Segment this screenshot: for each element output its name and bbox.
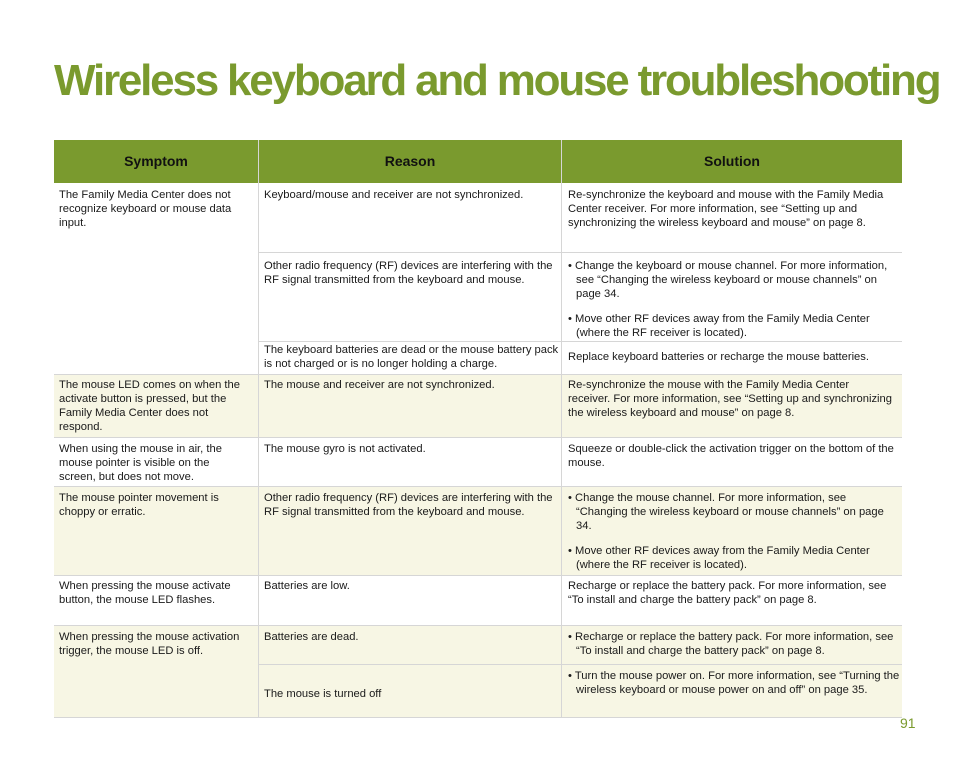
column-divider [258, 140, 259, 718]
row-divider [258, 341, 902, 342]
table-cell-reason: The mouse and receiver are not synchronized. [264, 379, 495, 391]
page-title: Wireless keyboard and mouse troubleshooting [54, 56, 940, 105]
header-symptom: Symptom [54, 140, 258, 183]
row-divider [258, 252, 902, 253]
table-cell-reason: Batteries are dead. [264, 631, 359, 643]
table-cell-solution: Squeeze or double-click the activation trigger on the bottom of the mouse. [568, 443, 894, 469]
table-cell-solution: • Change the keyboard or mouse channel. For more information, see “Changing the wireless keyboard or mouse channels” on page 34. [568, 260, 888, 300]
header-solution: Solution [562, 140, 902, 183]
table-cell-solution: • Recharge or replace the battery pack. For more information, see “To install and charge the battery pack” on page 8. [568, 631, 894, 657]
table-cell-reason: The mouse is turned off [264, 688, 382, 700]
table-cell-solution: Recharge or replace the battery pack. For more information, see “To install and charge the battery pack” on page 8. [568, 580, 887, 606]
table-cell-symptom: When pressing the mouse activate button, the mouse LED flashes. [59, 580, 231, 606]
table-cell-reason: Other radio frequency (RF) devices are interfering with the RF signal transmitted from the keyboard and mouse. [264, 260, 553, 286]
table-cell-solution: Re-synchronize the keyboard and mouse with the Family Media Center receiver. For more information, see “Setting up and synchronizing the wireless keyboard and mouse” on page 8. [568, 189, 884, 229]
table-cell-solution: Re-synchronize the mouse with the Family Media Center receiver. For more information, see “Setting up and synchronizing the wireless keyboard and mouse” on page 8. [568, 379, 892, 419]
row-divider [54, 486, 902, 487]
table-cell-solution: • Change the mouse channel. For more information, see “Changing the wireless keyboard or mouse channels” on page 34. [568, 492, 884, 532]
table-cell-symptom: The Family Media Center does not recognize keyboard or mouse data input. [59, 189, 232, 229]
row-divider [54, 575, 902, 576]
table-cell-reason: Keyboard/mouse and receiver are not synchronized. [264, 189, 524, 201]
table-cell-solution: • Turn the mouse power on. For more information, see “Turning the wireless keyboard or mouse power on and off” on page 35. [568, 670, 900, 696]
page-number: 91 [900, 715, 916, 731]
table-cell-symptom: The mouse pointer movement is choppy or erratic. [59, 492, 219, 518]
row-divider [54, 437, 902, 438]
row-divider [54, 717, 902, 718]
row-divider [54, 374, 902, 375]
table-cell-reason: Other radio frequency (RF) devices are interfering with the RF signal transmitted from the keyboard and mouse. [264, 492, 553, 518]
table-cell-reason: The mouse gyro is not activated. [264, 443, 426, 455]
table-cell-symptom: When using the mouse in air, the mouse pointer is visible on the screen, but does not move. [59, 443, 222, 483]
table-cell-solution: • Move other RF devices away from the Family Media Center (where the RF receiver is located). [568, 313, 870, 339]
table-cell-symptom: The mouse LED comes on when the activate button is pressed, but the Family Media Center does not respond. [59, 379, 240, 433]
header-reason: Reason [259, 140, 561, 183]
table-cell-symptom: When pressing the mouse activation trigger, the mouse LED is off. [59, 631, 240, 657]
row-divider [54, 625, 902, 626]
column-divider [561, 140, 562, 718]
table-cell-reason: Batteries are low. [264, 580, 350, 592]
table-cell-reason: The keyboard batteries are dead or the mouse battery pack is not charged or is no longer holding a charge. [264, 344, 559, 370]
table-cell-solution: • Move other RF devices away from the Family Media Center (where the RF receiver is located). [568, 545, 870, 571]
table-cell-solution: Replace keyboard batteries or recharge the mouse batteries. [568, 351, 869, 363]
row-divider [258, 664, 902, 665]
